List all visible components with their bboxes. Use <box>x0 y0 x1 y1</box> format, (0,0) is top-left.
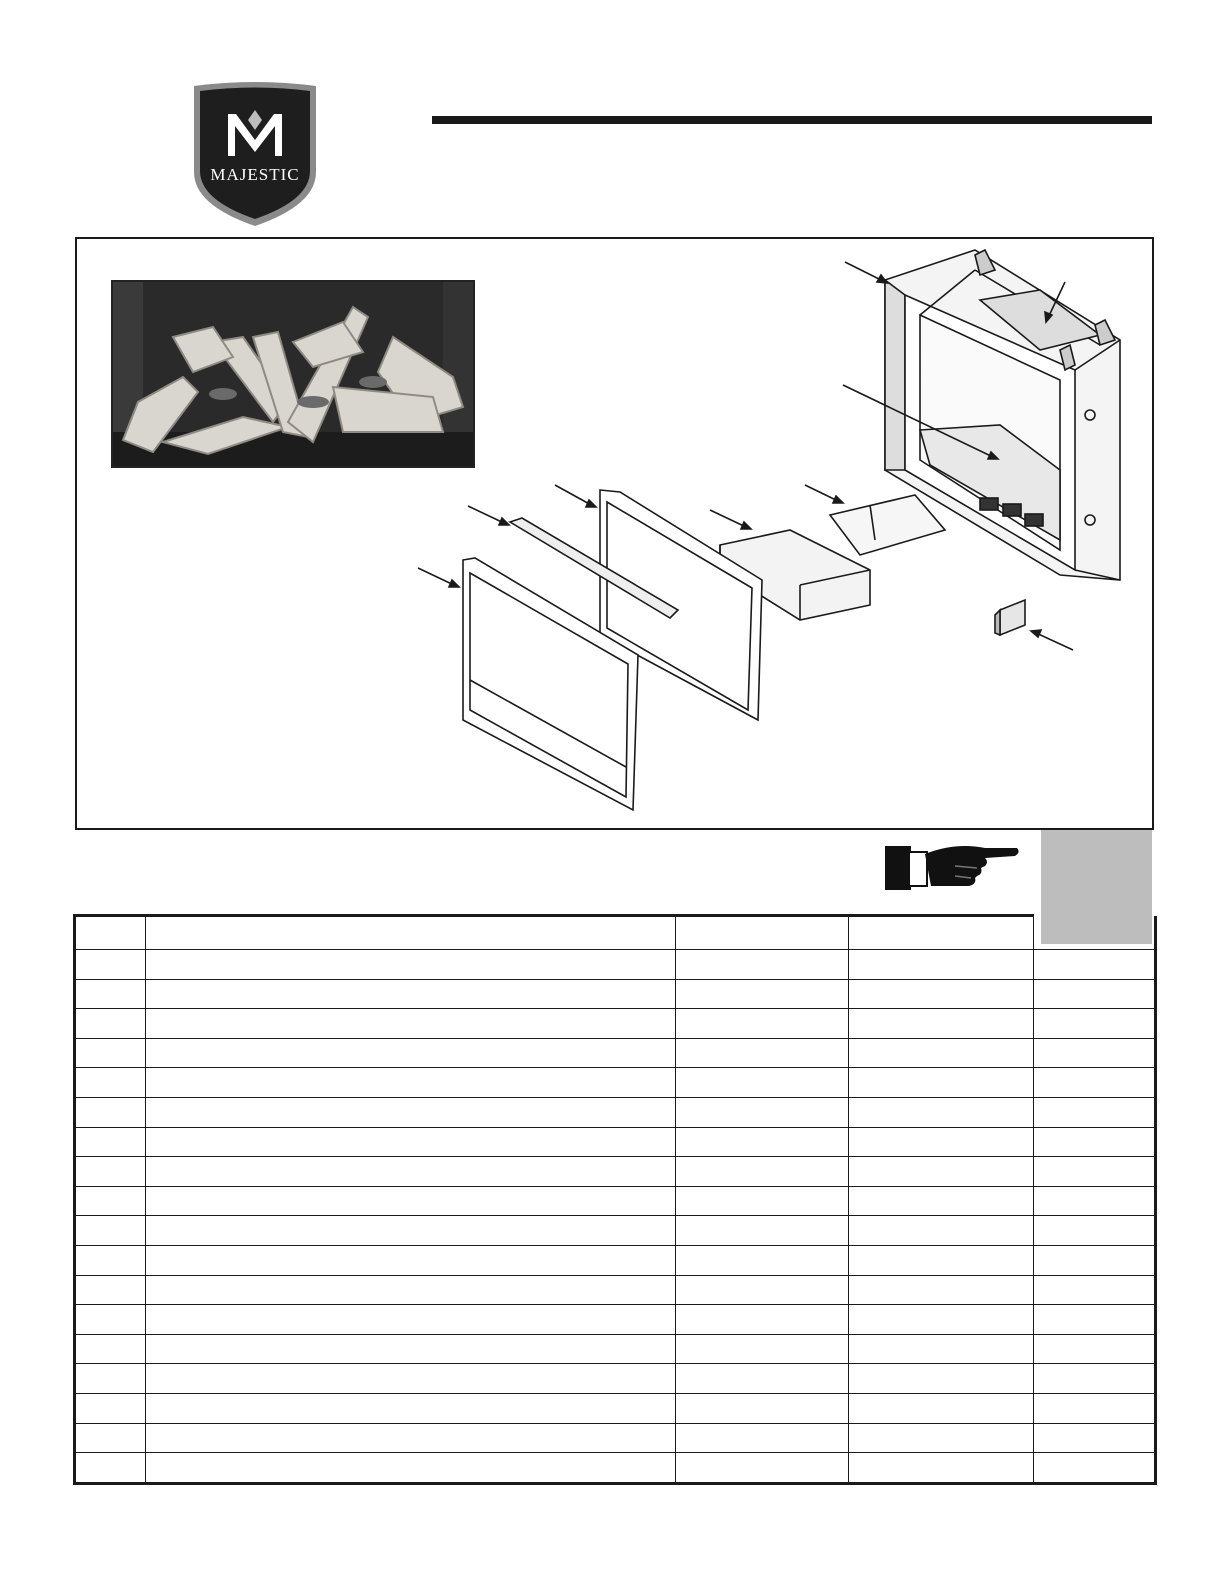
majestic-shield-logo <box>190 80 320 228</box>
table-cell <box>75 1275 146 1305</box>
table-row <box>75 1393 1156 1423</box>
table-cell <box>146 1097 676 1127</box>
table-cell <box>1034 1364 1156 1394</box>
table-cell <box>849 1245 1034 1275</box>
table-cell <box>849 1038 1034 1068</box>
table-cell <box>146 1245 676 1275</box>
table-cell <box>849 1393 1034 1423</box>
table-row <box>75 1157 1156 1187</box>
table-cell <box>676 950 849 980</box>
table-cell <box>849 950 1034 980</box>
table-cell <box>676 979 849 1009</box>
table-cell <box>1034 1453 1156 1484</box>
table-cell <box>1034 1157 1156 1187</box>
fireplace-exploded-view <box>400 240 1150 820</box>
table-row <box>75 950 1156 980</box>
table-cell <box>146 1393 676 1423</box>
table-cell <box>1034 1423 1156 1453</box>
table-cell <box>1034 1275 1156 1305</box>
table-cell <box>146 950 676 980</box>
table-cell <box>146 1305 676 1335</box>
table-cell <box>75 1038 146 1068</box>
table-cell <box>1034 1334 1156 1364</box>
table-cell <box>146 1334 676 1364</box>
table-cell <box>75 1068 146 1098</box>
table-cell <box>146 1216 676 1246</box>
table-cell <box>676 1068 849 1098</box>
table-cell <box>849 1127 1034 1157</box>
table-cell <box>849 1334 1034 1364</box>
table-row <box>75 1453 1156 1484</box>
table-cell <box>75 1393 146 1423</box>
table-cell <box>1034 1305 1156 1335</box>
table-row <box>75 1305 1156 1335</box>
table-cell <box>676 1393 849 1423</box>
table-row <box>75 1009 1156 1039</box>
table-cell <box>849 1157 1034 1187</box>
table-row <box>75 1364 1156 1394</box>
table-row <box>75 1334 1156 1364</box>
table-cell <box>1034 1245 1156 1275</box>
table-row <box>75 1038 1156 1068</box>
table-cell <box>75 1009 146 1039</box>
table-row <box>75 1127 1156 1157</box>
table-cell <box>146 1453 676 1484</box>
table-cell <box>75 950 146 980</box>
table-cell <box>75 1245 146 1275</box>
table-cell <box>1034 1038 1156 1068</box>
svg-text:MAJESTIC: MAJESTIC <box>210 165 300 184</box>
table-cell <box>146 1364 676 1394</box>
table-cell <box>676 1009 849 1039</box>
table-row <box>75 1097 1156 1127</box>
table-cell <box>146 1009 676 1039</box>
table-cell <box>75 1305 146 1335</box>
table-cell <box>849 1009 1034 1039</box>
table-cell <box>146 1423 676 1453</box>
table-cell <box>849 1068 1034 1098</box>
header-cell <box>75 916 146 950</box>
table-cell <box>1034 1097 1156 1127</box>
header-cell <box>146 916 676 950</box>
table-cell <box>676 1453 849 1484</box>
table-cell <box>676 1216 849 1246</box>
table-cell <box>676 1097 849 1127</box>
table-cell <box>849 1216 1034 1246</box>
table-cell <box>676 1423 849 1453</box>
table-cell <box>146 1038 676 1068</box>
table-cell <box>146 1186 676 1216</box>
parts-table <box>73 914 1157 1485</box>
table-cell <box>1034 1186 1156 1216</box>
table-cell <box>1034 1127 1156 1157</box>
table-cell <box>676 1186 849 1216</box>
table-cell <box>75 1453 146 1484</box>
table-cell <box>849 1364 1034 1394</box>
table-cell <box>676 1334 849 1364</box>
table-cell <box>75 1423 146 1453</box>
table-cell <box>676 1245 849 1275</box>
table-row <box>75 1245 1156 1275</box>
table-cell <box>1034 1216 1156 1246</box>
table-cell <box>146 979 676 1009</box>
table-cell <box>849 1186 1034 1216</box>
table-cell <box>849 1097 1034 1127</box>
table-cell <box>75 1097 146 1127</box>
table-row <box>75 1068 1156 1098</box>
table-cell <box>849 979 1034 1009</box>
table-row <box>75 1423 1156 1453</box>
table-row <box>75 979 1156 1009</box>
table-cell <box>676 1364 849 1394</box>
header-cell-blank <box>1034 916 1156 950</box>
table-cell <box>75 1334 146 1364</box>
table-header-row <box>75 916 1156 950</box>
table-cell <box>849 1275 1034 1305</box>
table-cell <box>676 1127 849 1157</box>
table-row <box>75 1275 1156 1305</box>
header-cell <box>849 916 1034 950</box>
table-cell <box>146 1068 676 1098</box>
table-cell <box>75 1364 146 1394</box>
table-row <box>75 1216 1156 1246</box>
table-cell <box>146 1275 676 1305</box>
table-cell <box>676 1157 849 1187</box>
table-cell <box>1034 1009 1156 1039</box>
table-cell <box>75 1216 146 1246</box>
table-cell <box>75 979 146 1009</box>
table-cell <box>146 1127 676 1157</box>
table-cell <box>849 1423 1034 1453</box>
pointing-hand-icon <box>885 838 1021 900</box>
table-cell <box>75 1127 146 1157</box>
table-cell <box>676 1275 849 1305</box>
header-cell <box>676 916 849 950</box>
table-cell <box>75 1186 146 1216</box>
table-cell <box>676 1038 849 1068</box>
table-cell <box>676 1305 849 1335</box>
table-cell <box>1034 950 1156 980</box>
title-rule <box>432 116 1152 124</box>
table-cell <box>146 1157 676 1187</box>
table-cell <box>849 1305 1034 1335</box>
table-cell <box>849 1453 1034 1484</box>
table-cell <box>75 1157 146 1187</box>
table-cell <box>1034 1393 1156 1423</box>
table-cell <box>1034 979 1156 1009</box>
table-row <box>75 1186 1156 1216</box>
table-cell <box>1034 1068 1156 1098</box>
